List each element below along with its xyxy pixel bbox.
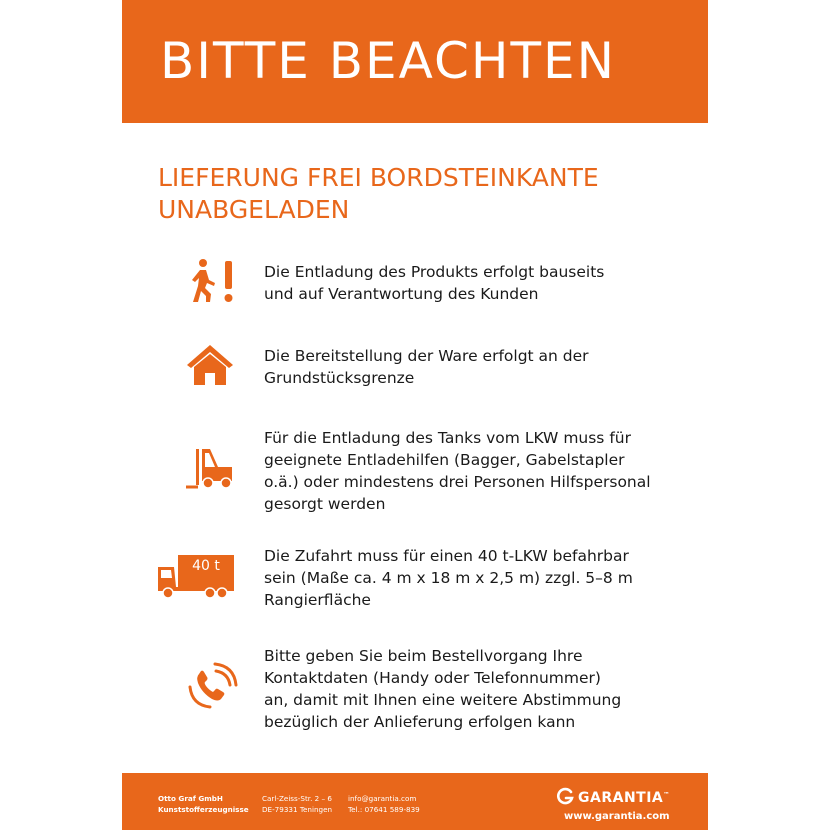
brand-name: GARANTIA™ bbox=[578, 790, 670, 806]
item-line: geeignete Entladehilfen (Bagger, Gabelstapler bbox=[264, 451, 625, 469]
item-line: bezüglich der Anlieferung erfolgen kann bbox=[264, 713, 576, 731]
phone-icon bbox=[188, 661, 238, 711]
item-contact-details bbox=[264, 645, 694, 733]
item-line: Die Zufahrt muss für einen 40 t-LKW befahrbar bbox=[264, 547, 629, 565]
truck-icon bbox=[156, 553, 236, 599]
notice-sheet bbox=[122, 0, 708, 830]
forklift-icon bbox=[184, 443, 236, 489]
footer-bar bbox=[122, 773, 708, 830]
footer-city: DE-79331 Teningen bbox=[262, 805, 333, 814]
delivery-heading-line-2: UNABGELADEN bbox=[158, 195, 350, 224]
item-line: gesorgt werden bbox=[264, 495, 386, 513]
item-unloading-equipment bbox=[264, 427, 694, 515]
footer-contact bbox=[348, 793, 420, 815]
item-line: Die Entladung des Produkts erfolgt bauseits bbox=[264, 263, 605, 281]
footer-company bbox=[158, 793, 249, 815]
brand-website: www.garantia.com bbox=[564, 811, 670, 822]
garantia-logo-icon bbox=[556, 787, 574, 809]
item-line: an, damit mit Ihnen eine weitere Abstimmung bbox=[264, 691, 622, 709]
truck-load-label: 40 t bbox=[192, 558, 220, 574]
item-line: Die Bereitstellung der Ware erfolgt an der bbox=[264, 347, 589, 365]
item-property-boundary bbox=[264, 345, 694, 389]
item-access-road bbox=[264, 545, 694, 611]
item-line: Grundstücksgrenze bbox=[264, 369, 415, 387]
item-line: Rangierfläche bbox=[264, 591, 371, 609]
header-banner bbox=[122, 0, 708, 123]
footer-company-name: Otto Graf GmbH bbox=[158, 794, 223, 803]
brand-trademark: ™ bbox=[663, 791, 670, 799]
delivery-heading bbox=[158, 162, 698, 226]
item-line: o.ä.) oder mindestens drei Personen Hilfspersonal bbox=[264, 473, 651, 491]
header-title: BITTE BEACHTEN bbox=[160, 32, 617, 90]
footer-company-desc: Kunststofferzeugnisse bbox=[158, 805, 249, 814]
footer-address bbox=[262, 793, 332, 815]
item-line: und auf Verantwortung des Kunden bbox=[264, 285, 539, 303]
item-line: sein (Maße ca. 4 m x 18 m x 2,5 m) zzgl. 5–8 m bbox=[264, 569, 633, 587]
footer-email: info@garantia.com bbox=[348, 794, 417, 803]
delivery-heading-line-1: LIEFERUNG FREI BORDSTEINKANTE bbox=[158, 163, 599, 192]
walking-person-warning-icon bbox=[190, 258, 238, 304]
item-unloading-responsibility bbox=[264, 261, 694, 305]
brand-logo bbox=[556, 787, 670, 822]
item-line: Für die Entladung des Tanks vom LKW muss für bbox=[264, 429, 631, 447]
item-line: Bitte geben Sie beim Bestellvorgang Ihre bbox=[264, 647, 583, 665]
footer-phone: Tel.: 07641 589-839 bbox=[348, 805, 420, 814]
footer-street: Carl-Zeiss-Str. 2 – 6 bbox=[262, 794, 332, 803]
item-line: Kontaktdaten (Handy oder Telefonnummer) bbox=[264, 669, 601, 687]
house-icon bbox=[185, 343, 235, 387]
